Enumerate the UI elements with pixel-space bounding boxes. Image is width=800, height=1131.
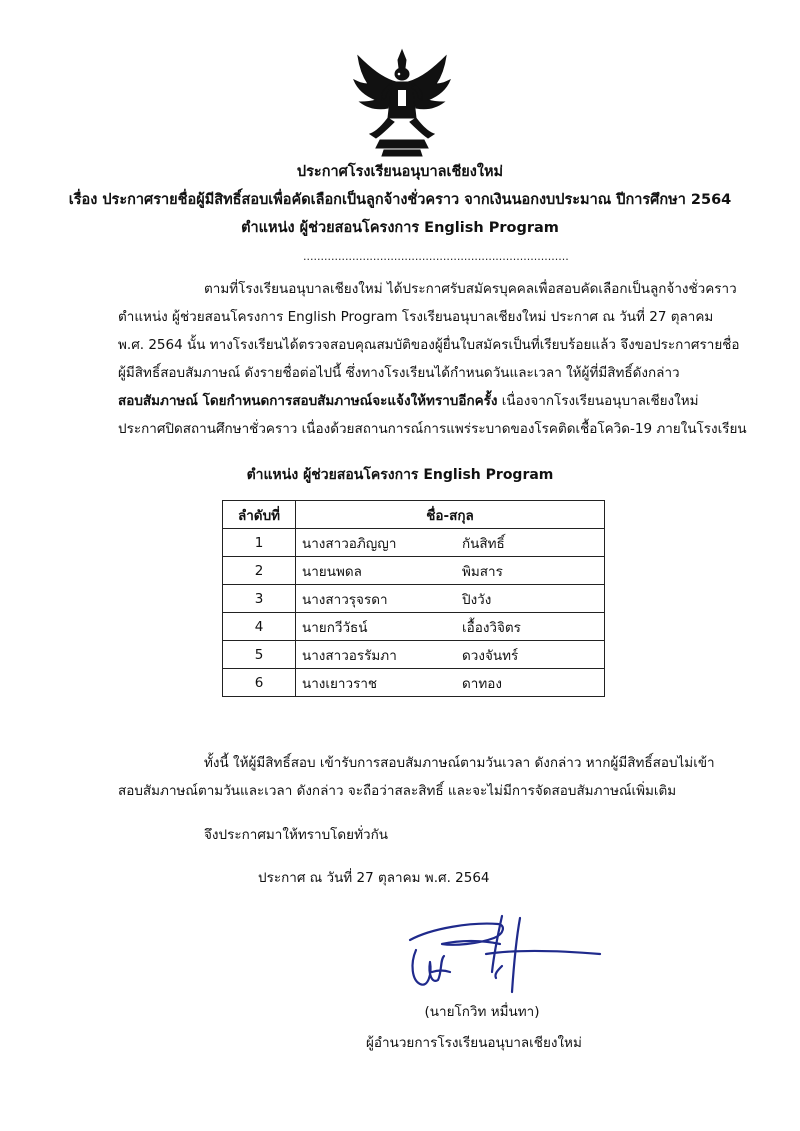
last-name: ปิงวัง: [462, 591, 492, 608]
paragraph-line: ตามที่โรงเรียนอนุบาลเชียงใหม่ ได้ประกาศรับสมัครบุคคลเพื่อสอบคัดเลือกเป็นลูกจ้างชั่วคราว: [204, 281, 737, 297]
signatory-name: (นายโกวิท หมื่นทา): [424, 1004, 540, 1020]
candidate-table: [222, 500, 605, 697]
paragraph-line: พ.ศ. 2564 นั้น ทางโรงเรียนได้ตรวจสอบคุณสมบัติของผู้ยื่นใบสมัครเป็นที่เรียบร้อยแล้ว จึงขอประกาศรายชื่อ: [118, 337, 740, 353]
last-name: กันสิทธิ์: [462, 535, 505, 552]
last-name: ดาทอง: [462, 675, 502, 692]
paragraph-line: ประกาศปิดสถานศึกษาชั่วคราว เนื่องด้วยสถานการณ์การแพร่ระบาดของโรคติดเชื้อโควิด-19 ภายในโรงเรียน: [118, 421, 747, 437]
signatory-position: ผู้อำนวยการโรงเรียนอนุบาลเชียงใหม่: [366, 1035, 582, 1051]
announcement-subject: เรื่อง ประกาศรายชื่อผู้มีสิทธิ์สอบเพื่อคัดเลือกเป็นลูกจ้างชั่วคราว จากเงินนอกงบประมาณ ปีการศึกษา 2564: [68, 192, 732, 208]
first-name: นางสาวอรรัมภา: [302, 647, 397, 664]
table-row: [223, 669, 605, 697]
row-name: [296, 613, 605, 641]
table-row: [223, 641, 605, 669]
paragraph-line: ตำแหน่ง ผู้ช่วยสอนโครงการ English Program โรงเรียนอนุบาลเชียงใหม่ ประกาศ ณ วันที่ 27 ตุลาคม: [118, 309, 714, 325]
paragraph-line: [118, 389, 699, 411]
first-name: นายนพดล: [302, 563, 362, 580]
signature-image: [402, 910, 602, 1005]
paragraph-line: ทั้งนี้ ให้ผู้มีสิทธิ์สอบ เข้ารับการสอบสัมภาษณ์ตามวันเวลา ดังกล่าว หากผู้มีสิทธิ์สอบไม่เข้า: [204, 755, 715, 771]
row-name: [296, 557, 605, 585]
bold-interview-notice: สอบสัมภาษณ์ โดยกำหนดการสอบสัมภาษณ์จะแจ้งให้ทราบอีกครั้ง: [118, 393, 498, 409]
row-name: [296, 641, 605, 669]
table-row: [223, 613, 605, 641]
row-number: 3: [223, 585, 296, 613]
header-number: ลำดับที่: [223, 501, 296, 529]
paragraph-line: สอบสัมภาษณ์ตามวันและเวลา ดังกล่าว จะถือว่าสละสิทธิ์ และจะไม่มีการจัดสอบสัมภาษณ์เพิ่มเติม: [118, 783, 677, 799]
announcement-title: ประกาศโรงเรียนอนุบาลเชียงใหม่: [296, 164, 504, 180]
last-name: พิมสาร: [462, 563, 503, 580]
first-name: นางสาวอภิญญา: [302, 535, 397, 552]
table-row: [223, 557, 605, 585]
last-name: เอื้องวิจิตร: [462, 619, 521, 636]
table-row: [223, 585, 605, 613]
separator-line: ............................................................................: [303, 250, 569, 263]
row-number: 5: [223, 641, 296, 669]
announce-text: จึงประกาศมาให้ทราบโดยทั่วกัน: [204, 827, 388, 843]
paragraph-text: เนื่องจากโรงเรียนอนุบาลเชียงใหม่: [497, 393, 699, 409]
paragraph-line: ผู้มีสิทธิ์สอบสัมภาษณ์ ดังรายชื่อต่อไปนี้ ซึ่งทางโรงเรียนได้กำหนดวันและเวลา ให้ผู้ที่มีสิทธิ์ดังกล่าว: [118, 365, 680, 381]
row-name: [296, 585, 605, 613]
row-name: [296, 529, 605, 557]
row-number: 4: [223, 613, 296, 641]
garuda-emblem-icon: [352, 48, 452, 160]
row-number: 2: [223, 557, 296, 585]
first-name: นางสาวรุจรดา: [302, 591, 388, 608]
row-number: 1: [223, 529, 296, 557]
first-name: นางเยาวราช: [302, 675, 378, 692]
header-name: ชื่อ-สกุล: [296, 501, 605, 529]
table-header-row: [223, 501, 605, 529]
last-name: ดวงจันทร์: [462, 647, 519, 664]
table-row: [223, 529, 605, 557]
row-number: 6: [223, 669, 296, 697]
announce-date: ประกาศ ณ วันที่ 27 ตุลาคม พ.ศ. 2564: [258, 870, 490, 886]
announcement-position: ตำแหน่ง ผู้ช่วยสอนโครงการ English Program: [241, 220, 559, 236]
table-title: ตำแหน่ง ผู้ช่วยสอนโครงการ English Program: [246, 467, 554, 483]
first-name: นายกวีวัธน์: [302, 619, 368, 636]
row-name: [296, 669, 605, 697]
